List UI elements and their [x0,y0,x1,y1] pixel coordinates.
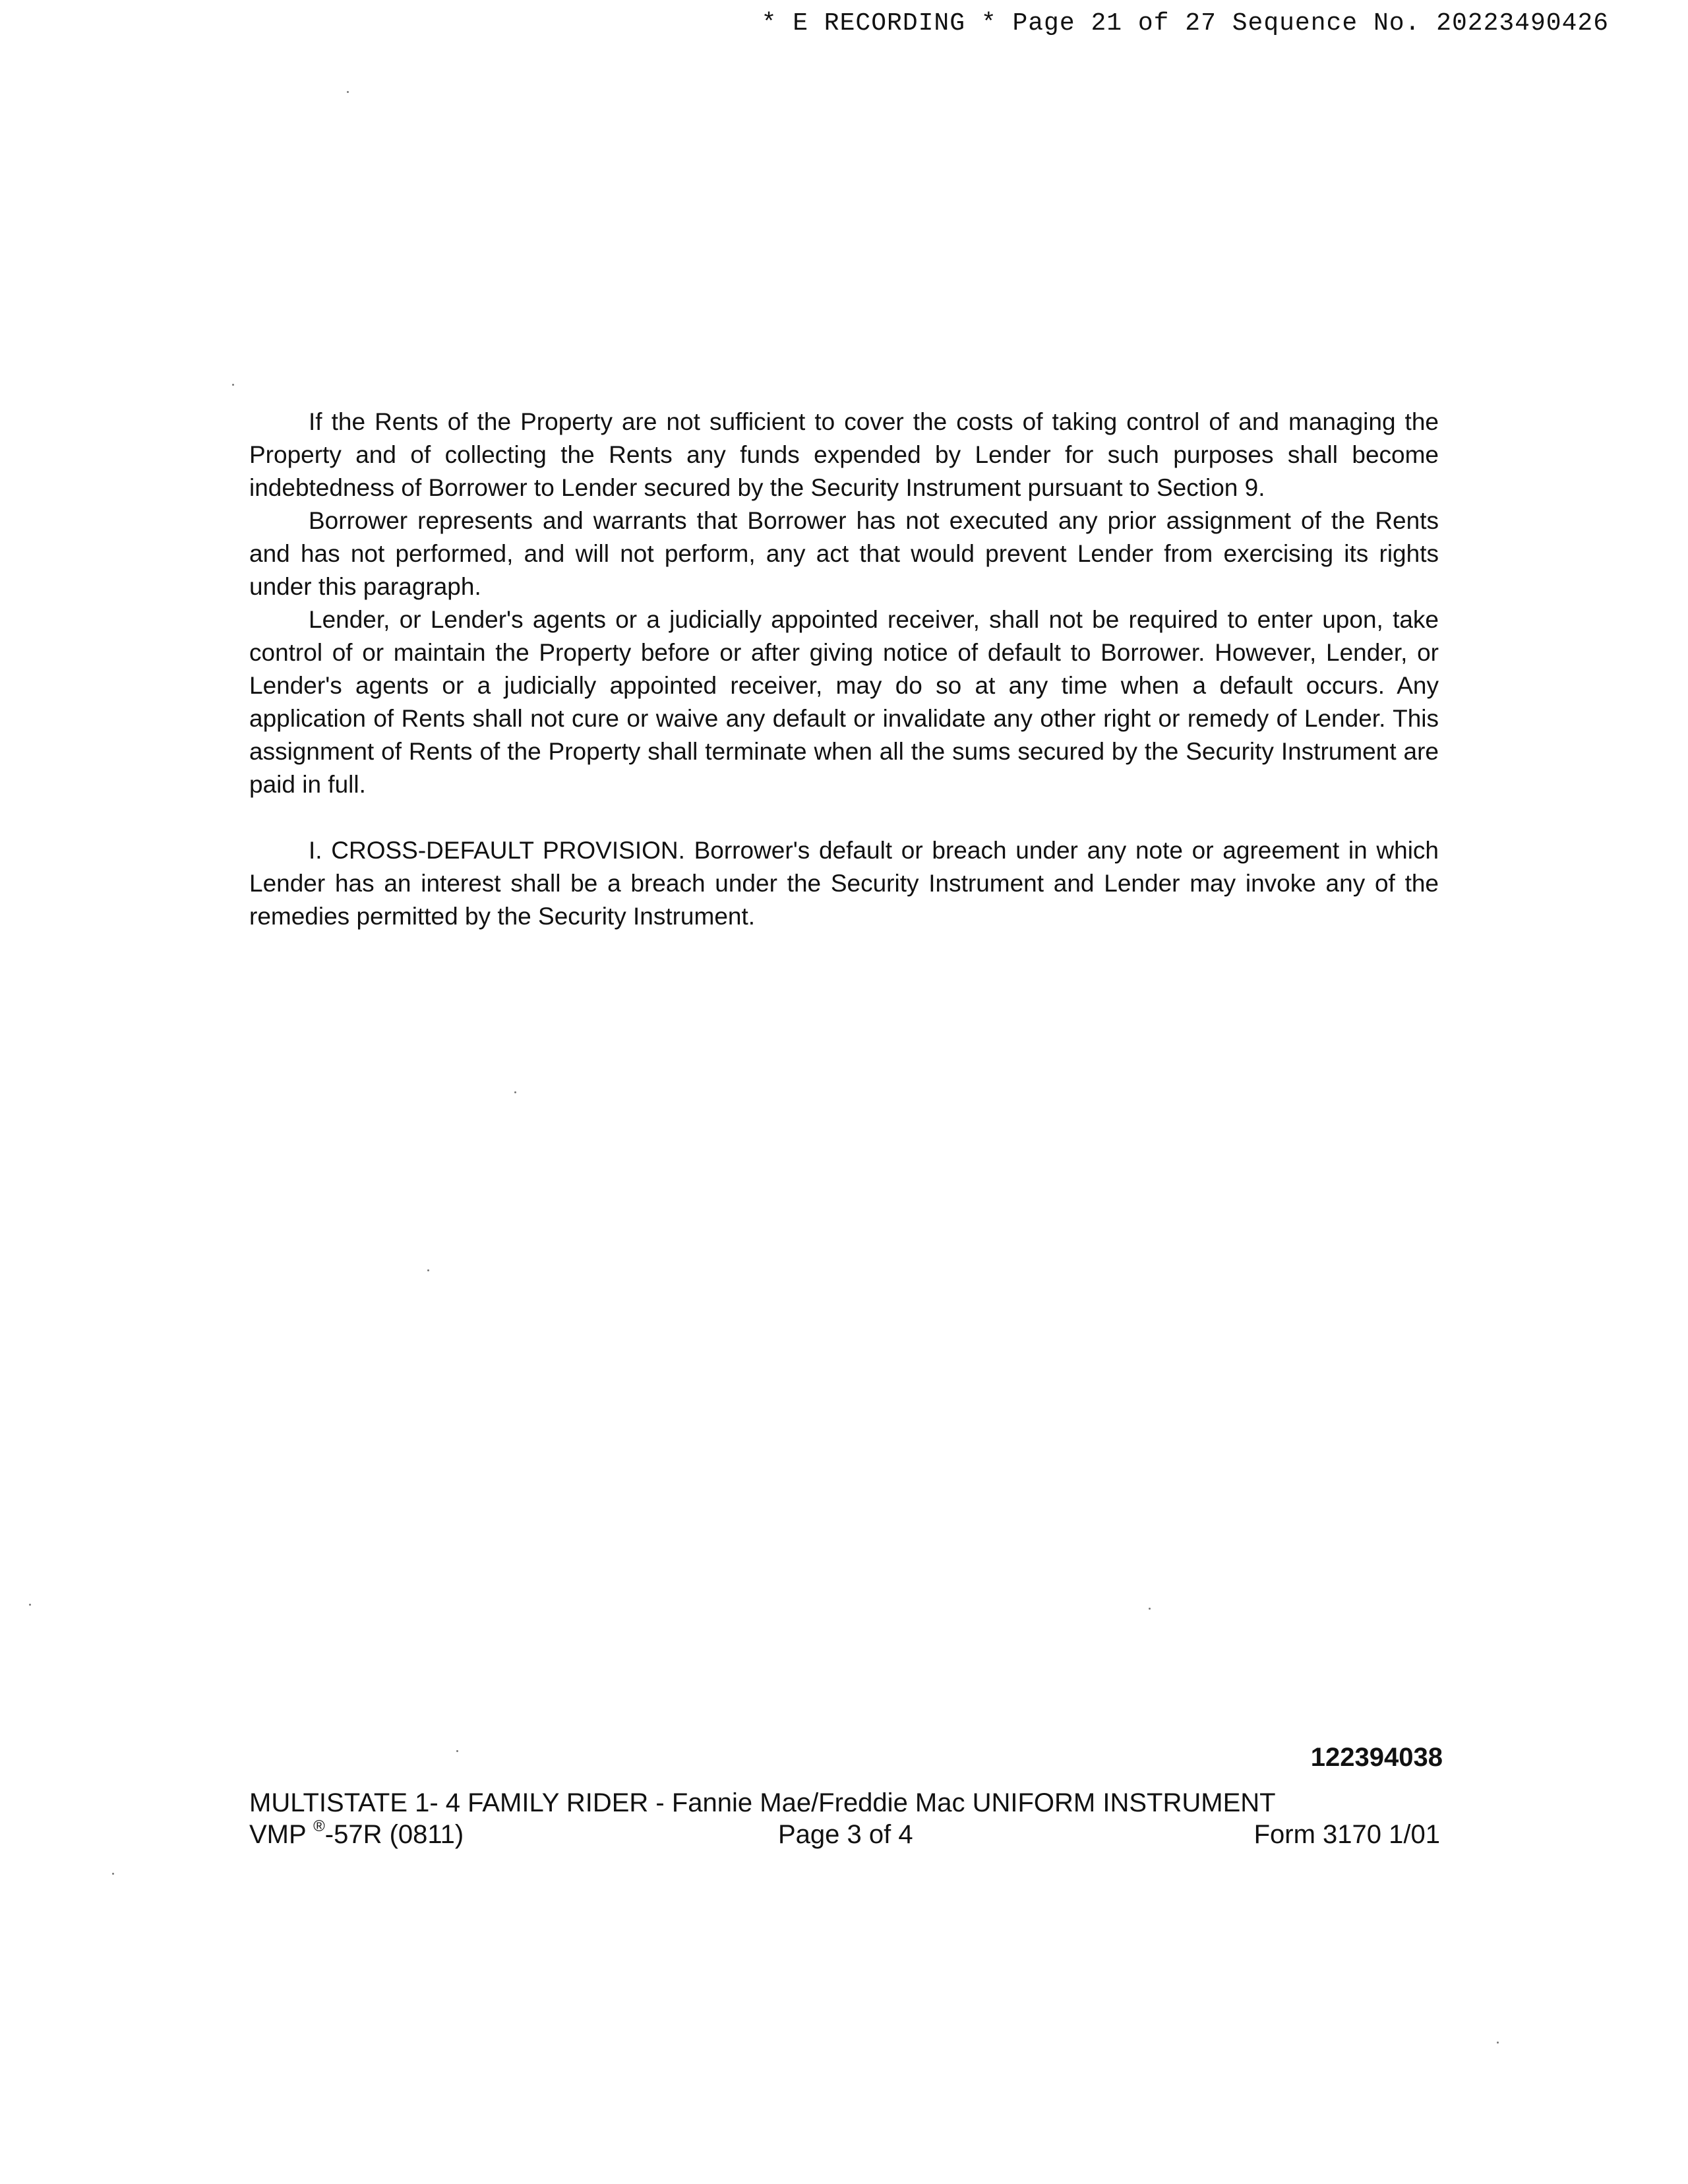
paragraph-borrower-warrants: Borrower represents and warrants that Borrower has not executed any prior assignment of the Rents and has not performed, and will not perform, any act that would prevent Lender from exercising its rights under this paragraph. [249,507,1439,600]
loan-number: 122394038 [1310,1743,1443,1772]
vmp-suffix: -57R (0811) [324,1820,464,1849]
scan-speck [347,91,349,93]
vmp-code [249,1817,464,1850]
document-body [249,406,1439,933]
form-title: MULTISTATE 1- 4 FAMILY RIDER - Fannie Mae/Freddie Mac UNIFORM INSTRUMENT [249,1788,1276,1817]
scan-speck [1149,1608,1151,1610]
scan-speck [112,1873,114,1875]
scan-speck [427,1269,429,1271]
scan-speck [456,1750,458,1752]
paragraph-lender-agents: Lender, or Lender's agents or a judicially appointed receiver, shall not be required to enter upon, take control of or maintain the Property before or after giving notice of default to Borrower. However, Lender, or Lender's agents or a judicially appointed receiver, may do so at any time when a default occurs. Any application of Rents shall not cure or waive any default or invalidate any other right or remedy of Lender. This assignment of Rents of the Property shall terminate when all the sums secured by the Security Instrument are paid in full. [249,606,1439,798]
page-label: Page 3 of 4 [778,1820,913,1849]
section-cross-default [249,834,1439,933]
paragraph-rents-insufficient: If the Rents of the Property are not sufficient to cover the costs of taking control of and managing the Property and of collecting the Rents any funds expended by Lender for such purposes shall become indebtedness of Borrower to Lender secured by the Security Instrument pursuant to Section 9. [249,408,1439,501]
vmp-prefix: VMP [249,1820,314,1849]
section-cross-default-heading: I. CROSS-DEFAULT PROVISION. [309,837,685,864]
section-cross-default-text: Borrower's default or breach under any note or agreement in which Lender has an interest shall be a breach under the Security Instrument and Lender may invoke any of the remedies permitted by the Security Instrument. [249,837,1439,930]
registered-mark: ® [313,1817,325,1835]
form-number: Form 3170 1/01 [1253,1820,1440,1849]
scan-speck [232,384,234,386]
footer-row [249,1817,1440,1853]
recording-header: * E RECORDING * Page 21 of 27 Sequence No. 20223490426 [761,9,1609,38]
scan-speck [514,1091,516,1093]
scan-speck [29,1604,31,1606]
scan-speck [1497,2042,1499,2044]
